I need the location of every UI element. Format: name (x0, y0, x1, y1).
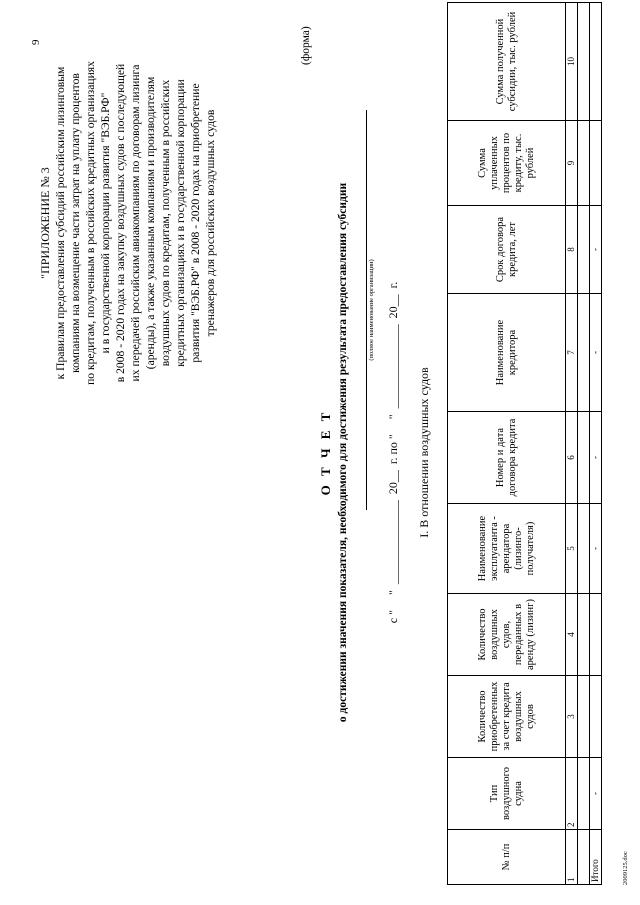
column-number-cell: 6 (566, 412, 578, 504)
table-cell (578, 412, 590, 504)
table-column-number-row (566, 3, 578, 885)
table-cell: - (590, 504, 602, 594)
section-title: I. В отношении воздушных судов (417, 367, 431, 538)
appendix-title: "ПРИЛОЖЕНИЕ № 3 (38, 167, 52, 279)
table-cell: - (590, 412, 602, 504)
header-cell: Номер и дата договора кредита (448, 412, 566, 504)
column-number-cell: 9 (566, 121, 578, 206)
table-total-row (590, 3, 602, 885)
table-row (578, 3, 590, 885)
appendix-line: к Правилам предоставления субсидий российским лизинговым (54, 66, 67, 380)
appendix-line: кредитных организациях и в государственной корпорации (174, 79, 187, 367)
table-cell (578, 294, 590, 412)
report-period: с " " ______________ 20__ г. по " " ______________ 20__ г. (386, 281, 400, 624)
column-number-cell: 10 (566, 3, 578, 121)
table-cell (578, 206, 590, 294)
appendix-line: компаниям на возмещение части затрат на уплату процентов (69, 73, 82, 373)
table-cell (578, 504, 590, 594)
column-number-cell: 3 (566, 676, 578, 758)
table-cell (578, 121, 590, 206)
organization-caption: (полное наименование организации) (368, 259, 375, 361)
table-cell: - (590, 294, 602, 412)
header-cell: Срок договора кредита, лет (448, 206, 566, 294)
table-cell (590, 121, 602, 206)
header-cell: Наименование кредитора (448, 294, 566, 412)
column-number-cell: 1 (566, 830, 578, 885)
header-cell: Тип воздушного судна (448, 758, 566, 830)
table-cell (578, 758, 590, 830)
column-number-cell: 7 (566, 294, 578, 412)
table-cell (578, 830, 590, 885)
appendix-line: и в государственной корпорации развития "ВЭБ.РФ" (99, 92, 112, 354)
appendix-line: развития "ВЭБ.РФ" в 2008 - 2020 годах на приобретение (189, 83, 202, 363)
column-number-cell: 8 (566, 206, 578, 294)
report-title: О Т Ч Е Т (318, 409, 333, 496)
form-label: (форма) (300, 26, 312, 65)
table-cell (590, 676, 602, 758)
table-header-row (448, 3, 566, 885)
table-cell: - (590, 206, 602, 294)
appendix-header (38, 3, 218, 443)
aircraft-table (447, 2, 602, 885)
column-number-cell: 5 (566, 504, 578, 594)
organization-name-line (366, 110, 367, 510)
table-cell (590, 3, 602, 121)
appendix-line: по кредитам, полученным в российских кредитных организациях (84, 61, 97, 385)
appendix-line: воздушных судов по кредитам, полученным в российских (159, 79, 172, 367)
table-cell (578, 676, 590, 758)
table-cell (578, 594, 590, 676)
appendix-line: тренажеров для российских воздушных судов (204, 109, 217, 337)
table-cell (590, 594, 602, 676)
header-cell: Количество приобретенных за счет кредита воздушных судов (448, 676, 566, 758)
appendix-line: в 2008 - 2020 годах на закупку воздушных судов с последующей (114, 63, 127, 383)
header-cell: Количество воздушных судов, переданных в аренду (лизинг) (448, 594, 566, 676)
report-subtitle: о достижении значения показателя, необходимого для достижения результата предоставления субсидии (337, 182, 349, 723)
document-file-id: 2009125.doc (622, 851, 629, 885)
total-label: Итого (590, 830, 602, 885)
appendix-line: (аренды), а также указанным компаниям и производителям (144, 76, 157, 370)
header-cell: Наименование эксплуатанта - арендатора (лизинго-получателя) (448, 504, 566, 594)
appendix-line: их передачей российским авиакомпаниям по договорам лизинга (129, 64, 142, 382)
header-cell: Сумма полученной субсидии, тыс. рублей (448, 3, 566, 121)
table-cell (578, 3, 590, 121)
column-number-cell: 4 (566, 594, 578, 676)
column-number-cell: 2 (566, 758, 578, 830)
header-cell: Сумма уплаченных процентов по кредиту, тыс. рублей (448, 121, 566, 206)
table-cell: - (590, 758, 602, 830)
page-number: 9 (30, 39, 42, 45)
header-cell: № п/п (448, 830, 566, 885)
